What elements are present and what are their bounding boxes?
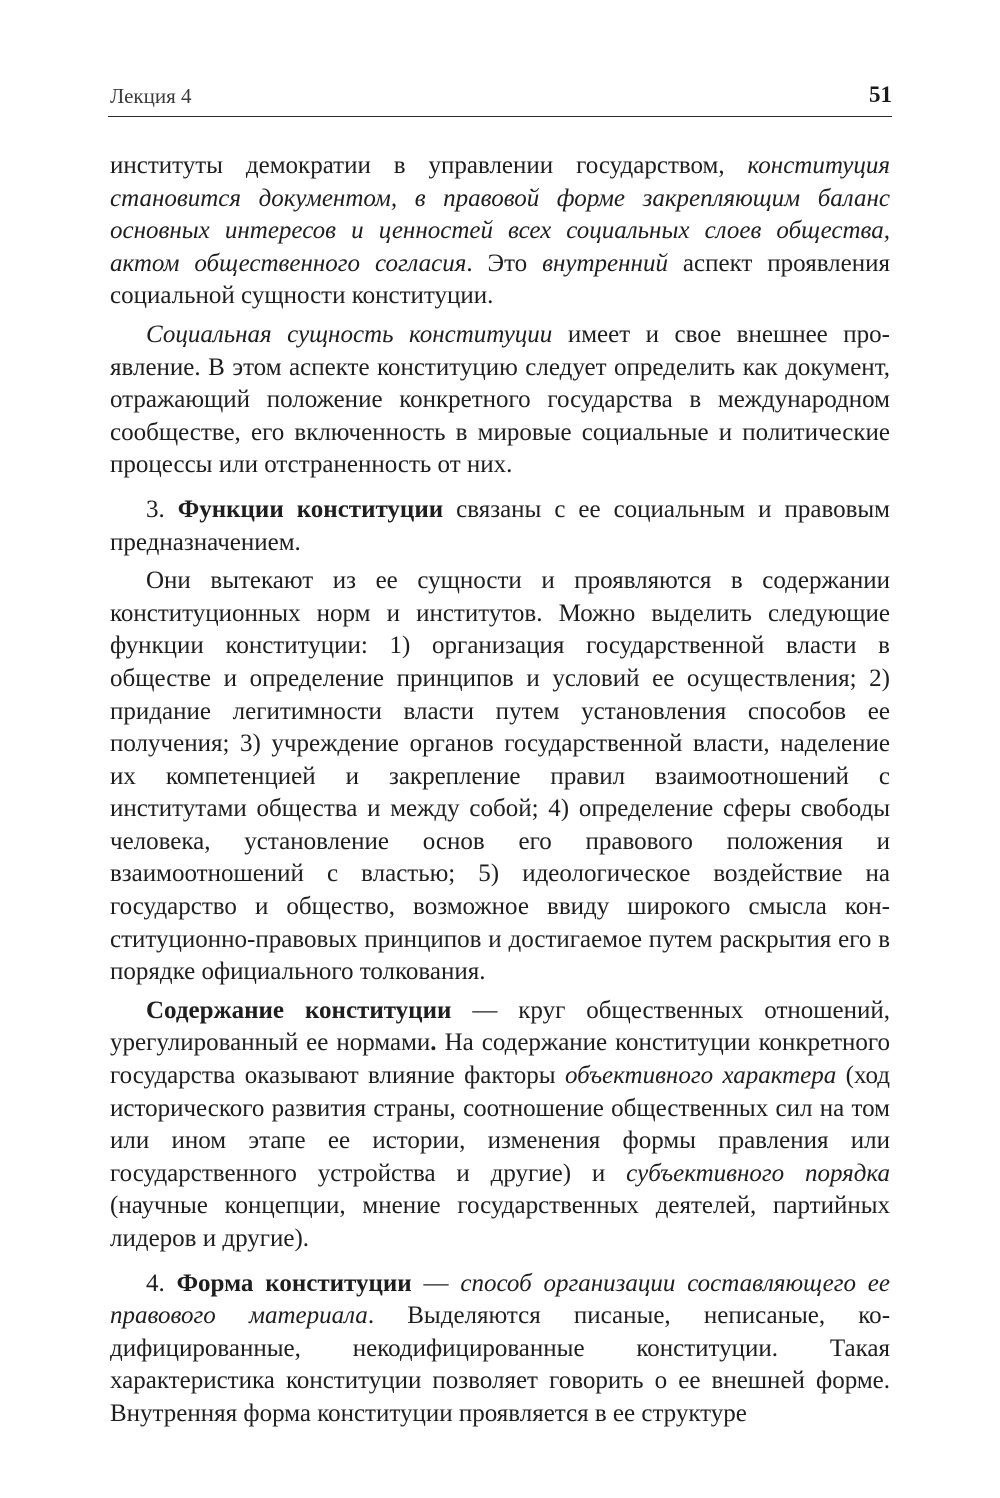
text-run: — круг общественных отношений, урегулированный ее нормами: [110, 996, 890, 1057]
text-run: . Это: [466, 249, 543, 277]
italic-term: Социальная сущность конституции: [146, 320, 553, 348]
running-header: [108, 84, 892, 117]
bold-term: Функции конституции: [177, 495, 444, 523]
italic-term: объективного характера: [564, 1062, 837, 1090]
chapter-title: Лекция 4: [110, 84, 192, 108]
text-run: (ход исторического развития страны, соотношение общественных сил на том или ином этапе ее истории, изменения формы правления или государственного устройства и другие) и: [110, 1062, 891, 1187]
text-run: аспект проявления социальной сущности конституции.: [110, 249, 890, 310]
text-run: . Выделяются писаные, неписаные, кодифицированные, некодифицированные конституции. Такая характеристика конституции позволяет говорить о ее внешней форме. Внутренняя форма конституции проявляется в ее структуре: [110, 1302, 891, 1427]
paragraph-functions-list: [110, 565, 890, 989]
paragraph-form: [110, 1268, 890, 1431]
page-number: 51: [869, 82, 892, 107]
paragraph-external-aspect: [110, 319, 890, 482]
body-text: [110, 150, 890, 1431]
paragraph-internal-aspect: [110, 150, 890, 313]
text-run: связаны с ее социальным и правовым предназначением.: [110, 495, 890, 556]
text-run: институты демократии в управлении государством,: [110, 152, 748, 179]
text-run: На содержание конституции конкретного государства оказывают влияние факторы: [110, 1029, 891, 1090]
text-run: —: [411, 1269, 461, 1297]
section-number: 3.: [146, 495, 178, 523]
paragraph-functions-heading: [110, 494, 890, 559]
italic-definition: конституция становится документом, в правовой форме закрепляющим баланс основных интересов и ценностей всех социальных слоев общества, актом общественного согласия: [110, 152, 890, 277]
bold-term: Форма конституции: [176, 1269, 412, 1297]
italic-term: субъективного порядка: [626, 1159, 890, 1187]
bold-term: Содержание конституции: [146, 996, 452, 1024]
bold-period: .: [430, 1029, 437, 1057]
italic-term: внутренний: [542, 249, 668, 277]
section-number: 4.: [146, 1269, 177, 1297]
text-run: имеет и свое внешнее проявление. В этом аспекте конституцию следует определить как документ, отражающий положение конкретного государства в международном сообществе, его включенность в мировые социальные и политические процессы или отстраненность от них.: [110, 320, 890, 479]
text-run: Они вытекают из ее сущности и проявляются в содержании конституционных норм и институтов. Можно выделить следующие функции конституции: 1) организация государственной власти в обществе и определение принципов и условий ее осуществления; 2) придание легитимности власти путем установления способов ее получения; 3) учреждение органов государственной власти, наделение их компетенцией и закрепление правил взаимоотношений с институтами общества и между собой; 4) определение сферы свободы человека, установление основ его правового положения и взаимоотношений с властью; 5) идеологическое воздействие на государство и общество, возможное ввиду широкого смысла конституционно-правовых принципов и достигаемое путем раскрытия его в порядке официального толкования.: [110, 567, 890, 986]
text-run: (научные концепции, мнение государственных деятелей, партийных лидеров и другие).: [110, 1192, 890, 1252]
italic-definition: способ организации составляющего ее правового материала: [110, 1269, 891, 1330]
paragraph-content: [110, 995, 890, 1256]
